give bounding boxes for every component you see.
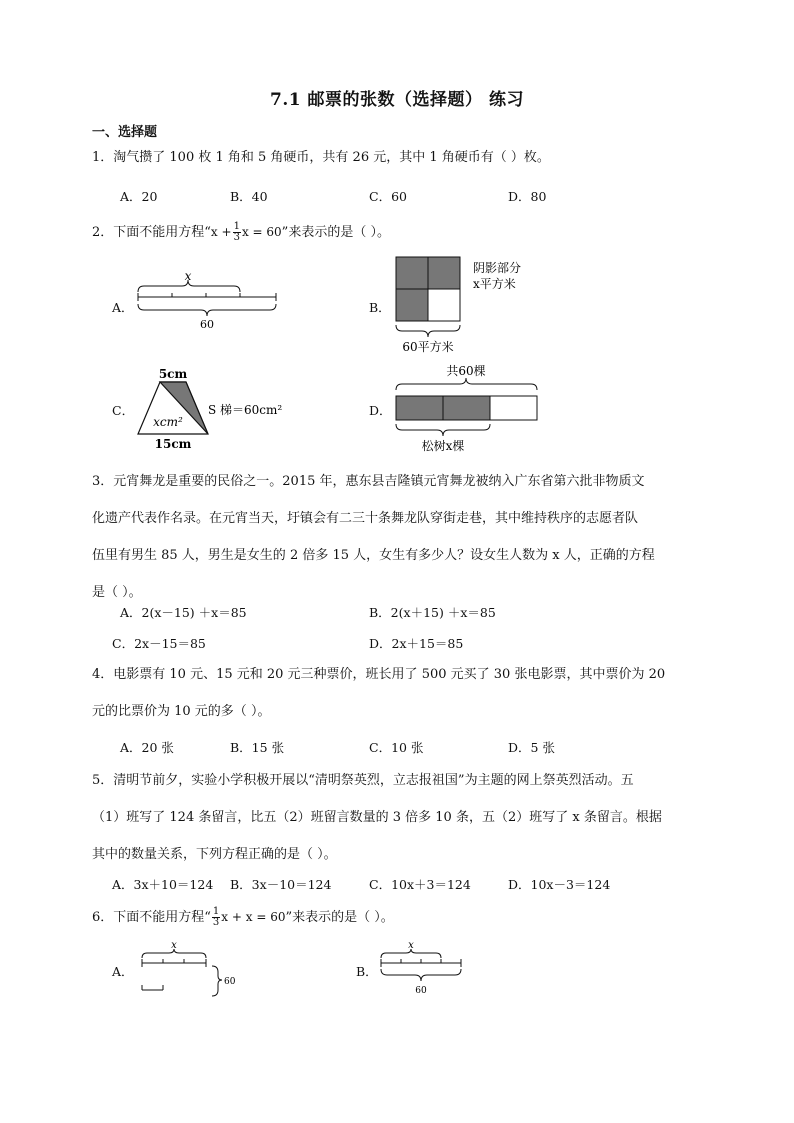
q2-d-diagram [390, 362, 550, 457]
q2-d-top-label: 共60棵 [446, 364, 486, 378]
question-4 [92, 656, 714, 730]
q2-eq-rest: x = 60 [241, 225, 282, 239]
q2-c-diagram [132, 364, 302, 454]
q2-c-formula: S 梯＝60cm² [208, 403, 283, 417]
page-title: 7.1 邮票的张数（选择题） 练习 [270, 90, 524, 110]
q1-option-b[interactable]: B．40 [230, 189, 268, 204]
q4-line-1: 4．电影票有 10 元、15 元和 20 元三种票价，班长用了 500 元买了 30 张电影票，其中票价为 20 [92, 667, 666, 682]
question-3 [92, 463, 714, 611]
q2-text-before: 2．下面不能用方程“ [92, 225, 211, 240]
question-1: 1．淘气攒了 100 枚 1 角和 5 角硬币，共有 26 元，其中 1 角硬币有（ ）枚。 [92, 150, 550, 165]
question-5 [92, 762, 714, 873]
q6-text-before: 6．下面不能用方程“ [92, 910, 211, 925]
q3-option-b[interactable]: B．2(x＋15) ＋x＝85 [369, 605, 496, 620]
q2-d-bottom-label: 松树x棵 [421, 439, 465, 453]
q2-a-diagram [132, 270, 282, 335]
q4-option-c[interactable]: C．10 张 [369, 740, 424, 755]
q2-c-bottom-label: 15cm [154, 437, 192, 451]
q2-b-diagram [390, 252, 540, 357]
q5-option-d[interactable]: D．10x－3＝124 [508, 877, 611, 892]
question-2 [92, 222, 390, 243]
q2-c-inner-label: xcm² [153, 415, 183, 429]
q6-option-b[interactable]: B． [356, 964, 378, 979]
q5-line-3: 其中的数量关系，下列方程正确的是（ ）。 [92, 847, 337, 862]
q3-option-c[interactable]: C．2x－15＝85 [112, 636, 206, 651]
q1-option-a[interactable]: A．20 [120, 189, 158, 204]
q6-fraction: $\frac{1}{3}$ [212, 906, 220, 928]
q6-b-top-label: x [408, 940, 414, 951]
q2-text-after: ”来表示的是（ ）。 [281, 225, 390, 240]
q4-line-2: 元的比票价为 10 元的多（ ）。 [92, 704, 271, 719]
q4-option-a[interactable]: A．20 张 [120, 740, 174, 755]
q2-eq-x: x + [210, 225, 232, 239]
q5-option-a[interactable]: A．3x＋10＝124 [112, 877, 214, 892]
q5-option-b[interactable]: B．3x－10＝124 [230, 877, 332, 892]
q3-line-3: 伍里有男生 85 人，男生是女生的 2 倍多 15 人，女生有多少人？设女生人数为 x 人，正确的方程 [92, 548, 655, 563]
q5-line-2: （1）班写了 124 条留言，比五（2）班留言数量的 3 倍多 10 条，五（2）班写了 x 条留言。根据 [92, 810, 662, 825]
q3-line-4: 是（ ）。 [92, 585, 142, 600]
q6-eq-rest: x + x = 60 [221, 910, 286, 924]
q6-b-diagram [375, 938, 475, 1000]
q2-option-b[interactable]: B． [369, 300, 391, 315]
q2-b-bottom-label: 60平方米 [402, 340, 454, 354]
q1-option-c[interactable]: C．60 [369, 189, 407, 204]
q4-option-d[interactable]: D．5 张 [508, 740, 555, 755]
section-heading: 一、选择题 [92, 125, 158, 140]
q3-line-2: 化遗产代表作名录。在元宵当天，圩镇会有二三十条舞龙队穿街走巷，其中维持秩序的志愿者队 [92, 511, 639, 526]
q6-option-a[interactable]: A． [112, 964, 134, 979]
q2-c-top-label: 5cm [158, 367, 188, 381]
q2-fraction: $\frac{1}{3}$ [233, 221, 240, 243]
q2-a-bottom-label: 60 [200, 318, 214, 331]
q5-line-1: 5．清明节前夕，实验小学积极开展以“清明祭英烈，立志报祖国”为主题的网上祭英烈活动。五 [92, 773, 634, 788]
q6-a-diagram [132, 938, 242, 1000]
q2-option-c[interactable]: C． [112, 403, 135, 418]
q2-b-note2: x平方米 [473, 277, 516, 291]
q2-option-a[interactable]: A． [112, 300, 134, 315]
q6-b-bottom-label: 60 [415, 986, 427, 996]
q2-a-top-label: x [184, 270, 192, 283]
q6-a-top-label: x [171, 940, 177, 951]
q5-option-c[interactable]: C．10x＋3＝124 [369, 877, 471, 892]
q6-text-after: ”来表示的是（ ）。 [285, 910, 394, 925]
q4-option-b[interactable]: B．15 张 [230, 740, 285, 755]
q2-b-note1: 阴影部分 [473, 261, 522, 275]
q2-option-d[interactable]: D． [369, 403, 392, 418]
q3-line-1: 3．元宵舞龙是重要的民俗之一。2015 年，惠东县吉隆镇元宵舞龙被纳入广东省第六批非物质文 [92, 474, 645, 489]
q3-option-d[interactable]: D．2x＋15＝85 [369, 636, 464, 651]
question-6 [92, 907, 394, 928]
q3-option-a[interactable]: A．2(x－15) ＋x＝85 [120, 605, 247, 620]
q6-a-right-label: 60 [224, 977, 236, 987]
q1-option-d[interactable]: D．80 [508, 189, 547, 204]
